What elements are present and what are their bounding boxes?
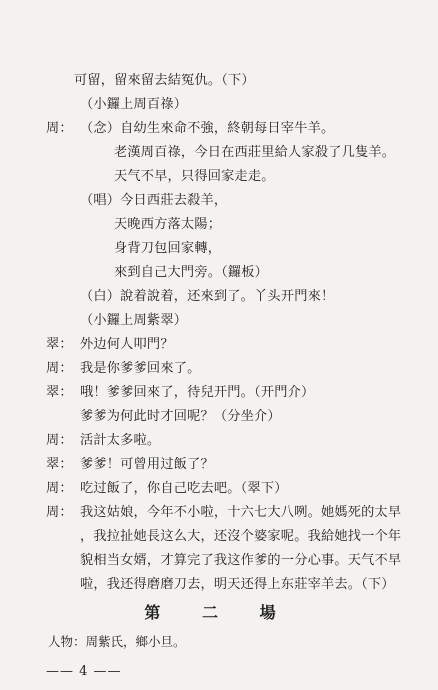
script-line xyxy=(114,264,268,282)
script-line xyxy=(46,336,174,354)
line-text: ，我拉扯她長这么大，还沒个婆家呢。我給她找一个年 xyxy=(80,529,402,544)
line-text: 我这姑娘，今年不小啦，十六七大八咧。她媽死的太早 xyxy=(80,505,402,520)
speaker-label: 周： xyxy=(46,481,73,496)
script-line xyxy=(80,96,187,114)
script-line xyxy=(114,168,275,186)
line-text: 貌相当女婿，才算完了我这作爹的一分心事。天气不早 xyxy=(80,553,402,568)
line-text: 老漢周百祿，今日在西莊里給人家殺了几隻羊。 xyxy=(114,145,396,160)
script-line xyxy=(80,312,187,330)
line-text: 吃过飯了，你自己吃去吧。（翠下） xyxy=(80,481,288,496)
script-line xyxy=(74,72,255,90)
line-text: 外边何人叩門？ xyxy=(80,337,174,352)
line-text: 啦，我还得磨磨刀去，明天还得上东莊宰羊去。（下） xyxy=(80,577,395,592)
line-text: 爹爹为何此时才回呢？（分坐介） xyxy=(80,409,281,424)
script-line xyxy=(46,456,214,474)
line-text: 天晚西方落太陽； xyxy=(114,217,222,232)
line-text: （白）說着說着，还來到了。丫头开門來！ xyxy=(80,289,335,304)
line-text: （小鑼上周紫翠） xyxy=(80,313,188,328)
speaker-label: 周： xyxy=(46,361,73,376)
script-line xyxy=(46,504,401,522)
cast-list: 人物：周紫氏，鄉小旦。 xyxy=(48,634,186,649)
script-line xyxy=(46,384,314,402)
page-number: —— 4 —— xyxy=(46,664,122,679)
script-line xyxy=(114,144,395,162)
speaker-label: 翠： xyxy=(46,337,73,352)
line-text: 活計太多啦。 xyxy=(80,433,161,448)
script-line xyxy=(80,528,401,546)
script-line xyxy=(80,192,227,210)
line-text: （唱）今日西莊去殺羊， xyxy=(80,193,228,208)
line-text: 我是你爹爹回來了。 xyxy=(80,361,201,376)
line-text: 來到自己大門旁。（鑼板） xyxy=(114,265,269,280)
speaker-label: 翠： xyxy=(46,457,73,472)
line-text: （念）自幼生來命不強，終朝每日宰牛羊。 xyxy=(80,121,335,136)
line-text: （小鑼上周百祿） xyxy=(80,97,188,112)
line-text: 天气不早，只得回家走走。 xyxy=(114,169,275,184)
speaker-label: 翠： xyxy=(46,385,73,400)
speaker-label: 周： xyxy=(46,121,73,136)
script-line xyxy=(46,480,288,498)
script-line xyxy=(114,240,221,258)
script-line xyxy=(80,576,395,594)
line-text: 哦！爹爹回來了，待兒开門。（开門介） xyxy=(80,385,315,400)
script-line xyxy=(80,288,334,306)
line-text: 可留，留來留去結冤仇。（下） xyxy=(74,73,255,88)
script-line xyxy=(80,408,281,426)
scene-title: 第 二 場 xyxy=(144,603,294,622)
speaker-label: 周： xyxy=(46,505,73,520)
speaker-label: 周： xyxy=(46,433,73,448)
script-line xyxy=(80,552,401,570)
line-text: 爹爹！可曾用过飯了？ xyxy=(80,457,214,472)
script-line xyxy=(46,120,334,138)
line-text: 身背刀包回家轉， xyxy=(114,241,222,256)
script-line xyxy=(46,432,160,450)
script-line xyxy=(114,216,221,234)
script-line xyxy=(46,360,201,378)
